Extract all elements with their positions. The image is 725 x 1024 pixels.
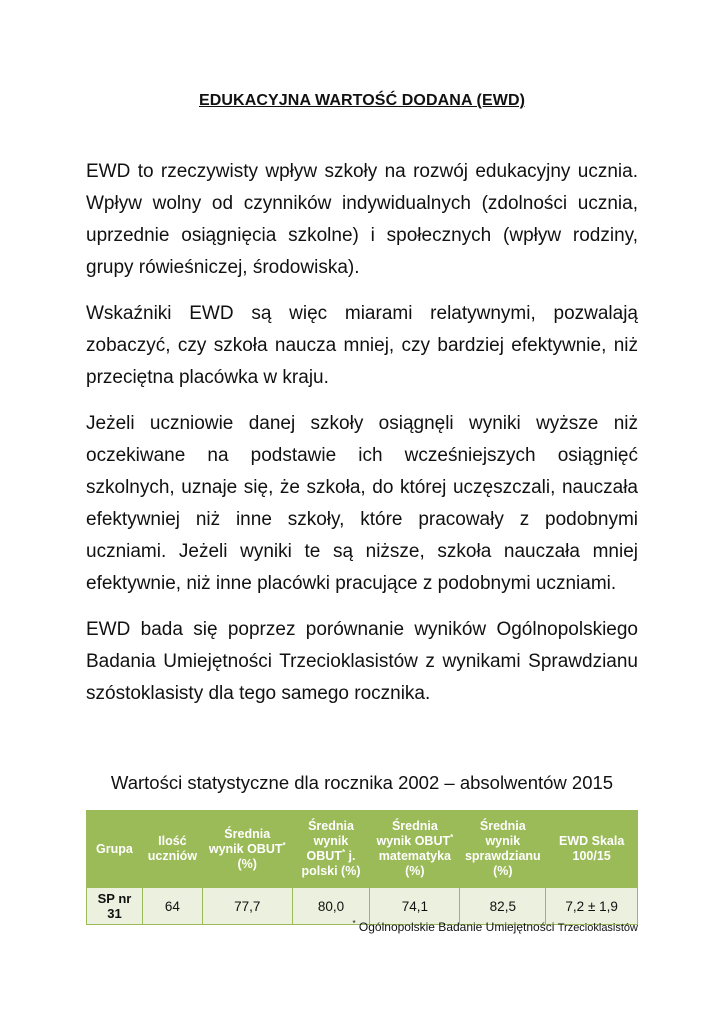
table-row — [87, 888, 638, 925]
document-title: EDUKACYJNA WARTOŚĆ DODANA (EWD) — [198, 92, 526, 109]
paragraph: EWD to rzeczywisty wpływ szkoły na rozwój edukacyjny ucznia. Wpływ wolny od czynników indywidualnych (zdolności ucznia, uprzednie osiągnięcia szkolne) i społecznych (wpływ rodziny, grupy rówieśniczej, środowiska). — [86, 161, 638, 278]
header-obut: Średnia wynik OBUT* (%) — [202, 811, 292, 888]
cell-polski: 80,0 — [292, 888, 370, 925]
statistics-table — [86, 810, 638, 925]
paragraph: EWD bada się poprzez porównanie wyników Ogólnopolskiego Badania Umiejętności Trzecioklasistów z wynikami Sprawdzianu szóstoklasisty dla tego samego rocznika. — [86, 619, 638, 704]
table-header-row — [87, 811, 638, 888]
cell-matematyka: 74,1 — [370, 888, 460, 925]
cell-obut: 77,7 — [202, 888, 292, 925]
table-caption: Wartości statystyczne dla rocznika 2002 – absolwentów 2015 — [110, 772, 614, 793]
header-sprawdzian: Średnia wynik sprawdzianu (%) — [460, 811, 546, 888]
cell-sprawdzian: 82,5 — [460, 888, 546, 925]
header-ilosc: Ilość uczniów — [142, 811, 202, 888]
header-grupa: Grupa — [87, 811, 143, 888]
footnote: * Ogólnopolskie Badanie Umiejętności Trzecioklasistów — [352, 919, 638, 934]
cell-ilosc: 64 — [142, 888, 202, 925]
cell-ewd: 7,2 ± 1,9 — [546, 888, 638, 925]
paragraph: Wskaźniki EWD są więc miarami relatywnymi, pozwalają zobaczyć, czy szkoła naucza mniej, czy bardziej efektywnie, niż przeciętna placówka w kraju. — [86, 303, 638, 388]
document-body — [86, 156, 638, 724]
cell-grupa: SP nr 31 — [87, 888, 143, 925]
header-polski: Średnia wynik OBUT* j. polski (%) — [292, 811, 370, 888]
paragraph: Jeżeli uczniowie danej szkoły osiągnęli wyniki wyższe niż oczekiwane na podstawie ich wcześniejszych osiągnięć szkolnych, uznaje się, że szkoła, do której uczęszczali, nauczała efektywniej niż inne szkoły, które pracowały z podobnymi uczniami. Jeżeli wyniki te są niższe, szkoła nauczała mniej efektywnie, niż inne placówki pracujące z podobnymi uczniami. — [86, 413, 638, 594]
header-ewd: EWD Skala 100/15 — [546, 811, 638, 888]
header-matematyka: Średnia wynik OBUT* matematyka (%) — [370, 811, 460, 888]
